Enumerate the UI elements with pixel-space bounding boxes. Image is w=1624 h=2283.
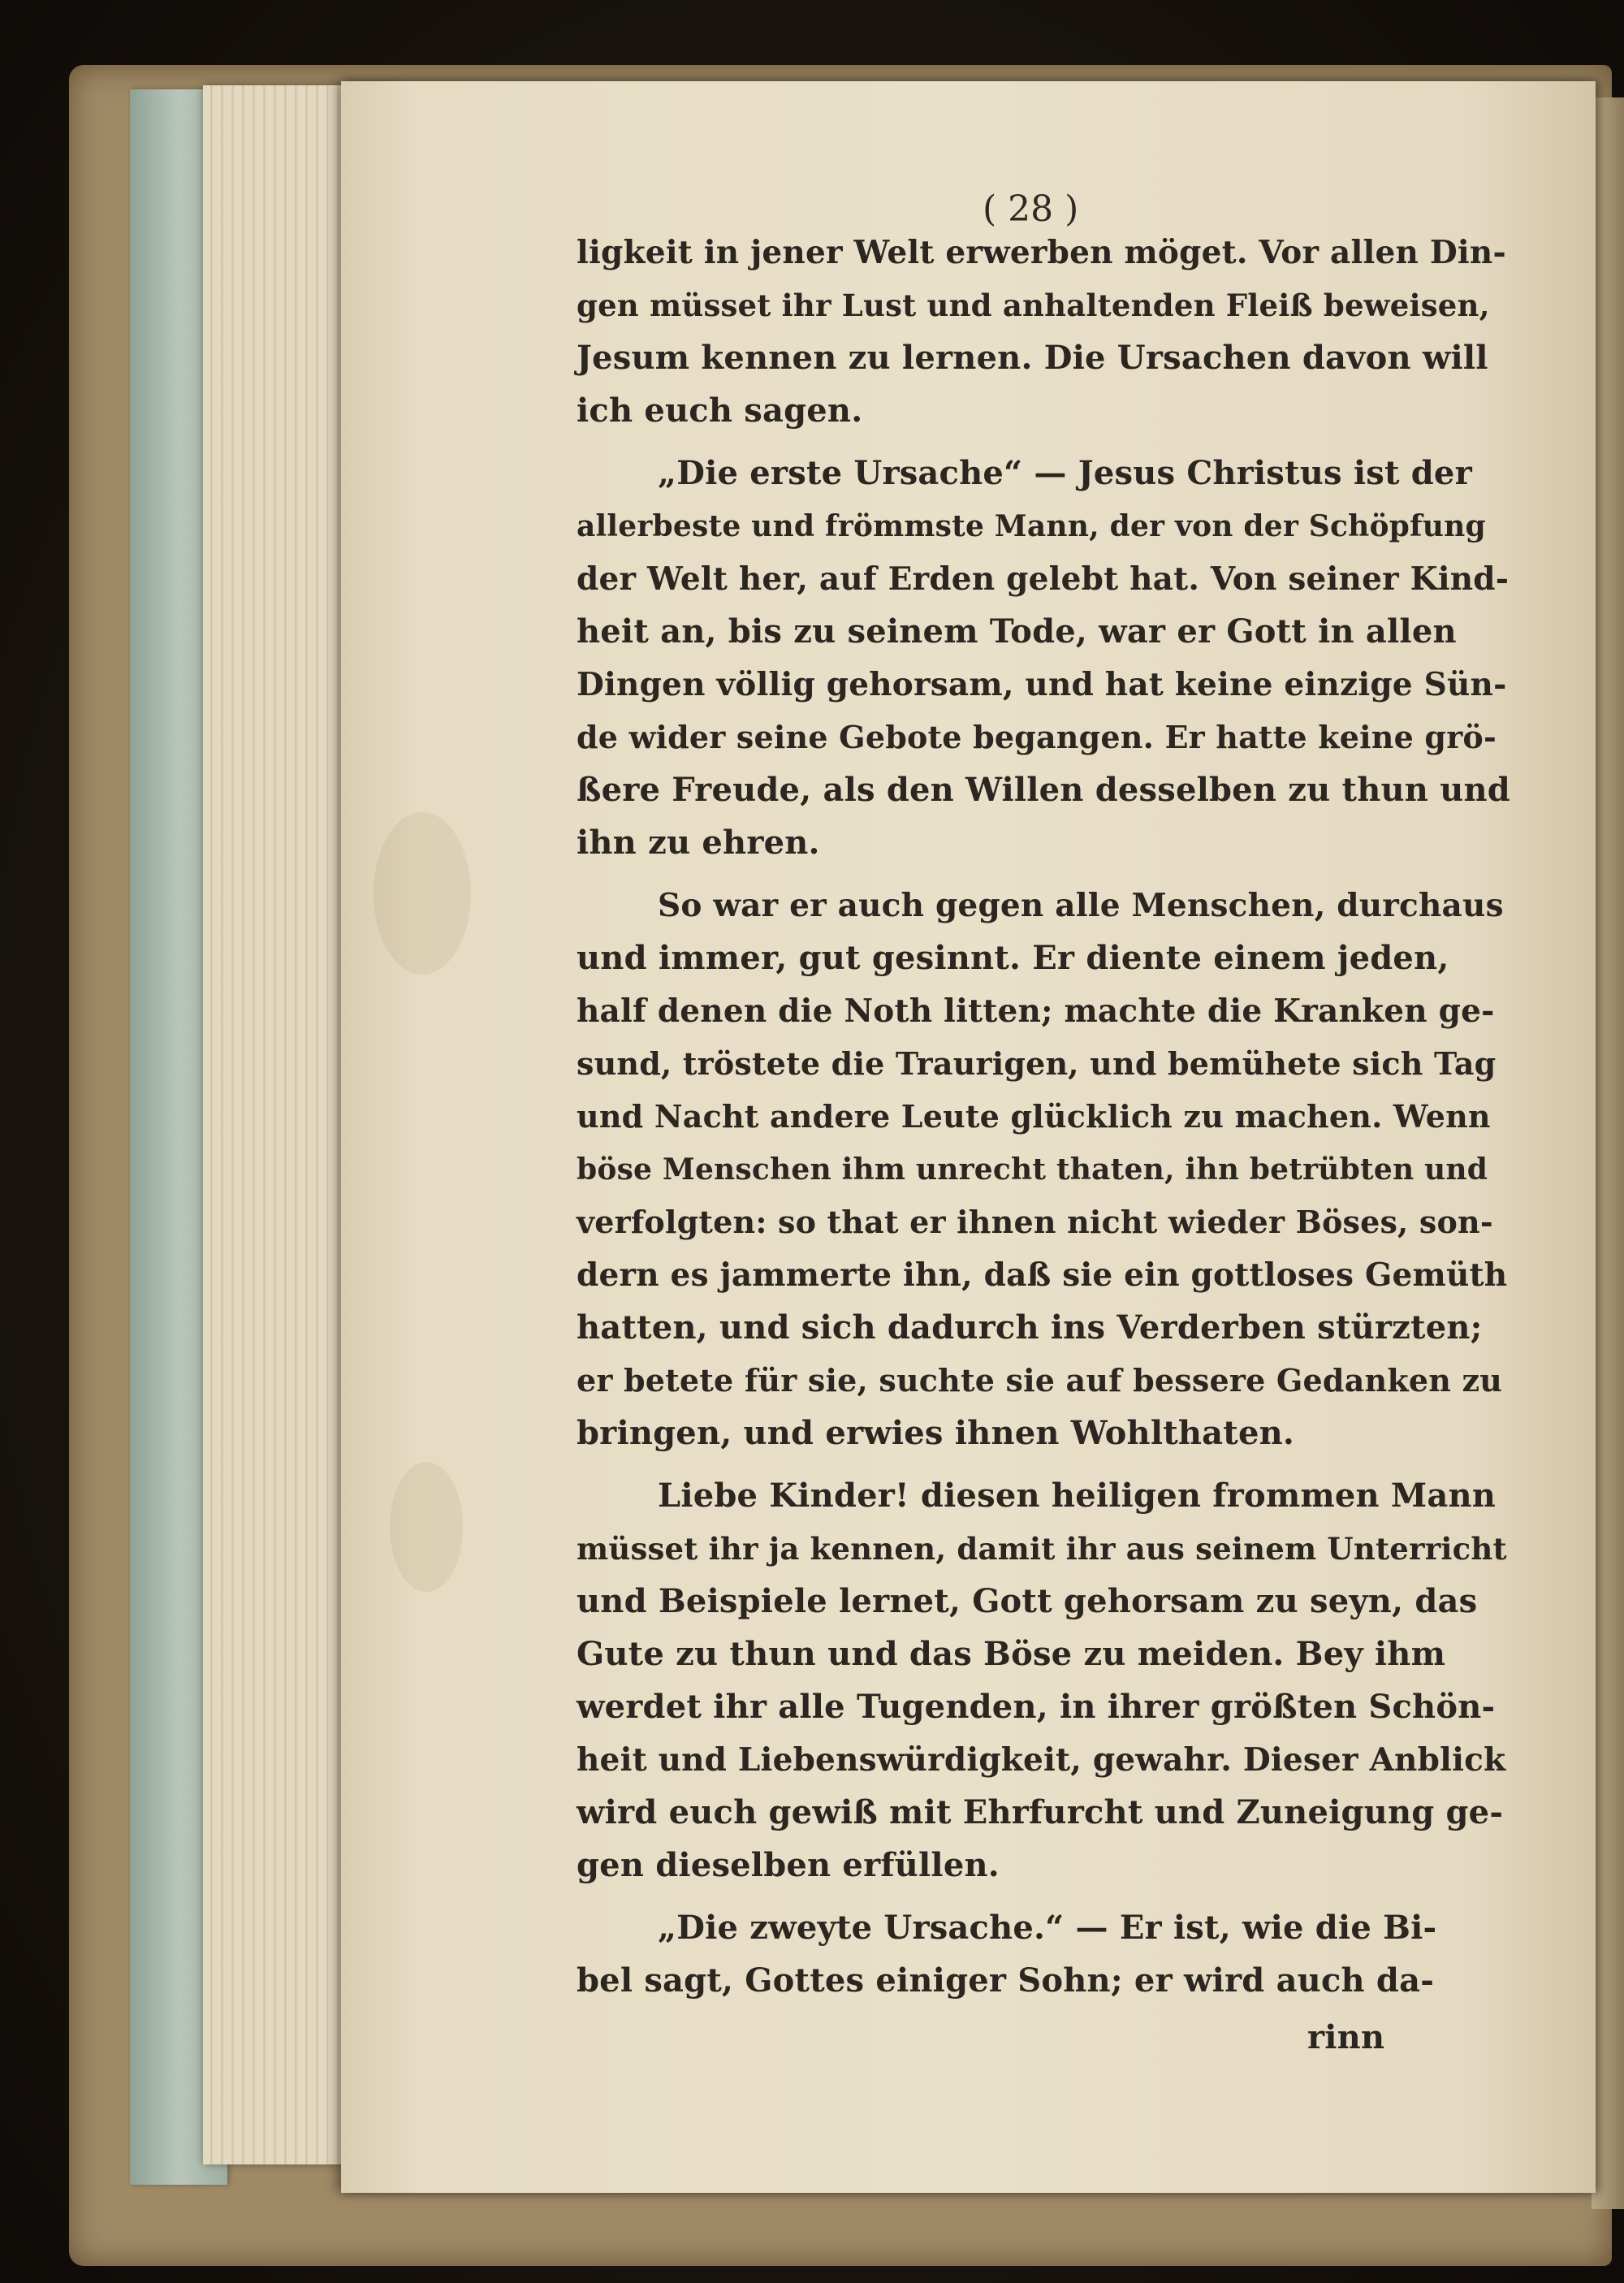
text-line: hatten, und sich dadurch ins Verderben stürzten; — [577, 1308, 1483, 1347]
text-line: heit an, bis zu seinem Tode, war er Gott in allen — [577, 612, 1457, 651]
text-line: de wider seine Gebote begangen. Er hatte keine grö- — [577, 719, 1497, 755]
catchword: rinn — [1307, 2018, 1385, 2056]
text-line: Gute zu thun und das Böse zu meiden. Bey ihm — [577, 1635, 1446, 1673]
paper-stain — [390, 1462, 463, 1592]
text-line: wird euch gewiß mit Ehrfurcht und Zuneigung ge- — [577, 1793, 1504, 1831]
text-line: ich euch sagen. — [577, 391, 863, 430]
paper-stain — [374, 812, 471, 975]
text-line: dern es jammerte ihn, daß sie ein gottloses Gemüth — [577, 1256, 1508, 1294]
text-line: müsset ihr ja kennen, damit ihr aus seinem Unterricht — [577, 1531, 1507, 1567]
text-line: half denen die Noth litten; machte die Kranken ge- — [577, 992, 1495, 1030]
text-line: Dingen völlig gehorsam, und hat keine einzige Sün- — [577, 666, 1507, 703]
text-line: und Beispiele lernet, Gott gehorsam zu seyn, das — [577, 1582, 1478, 1620]
text-line: und immer, gut gesinnt. Er diente einem jeden, — [577, 939, 1449, 977]
text-line: gen dieselben erfüllen. — [577, 1846, 1000, 1884]
text-line: ihn zu ehren. — [577, 824, 820, 862]
page-number: ( 28 ) — [983, 188, 1079, 230]
text-line: „Die erste Ursache“ — Jesus Christus ist der — [658, 454, 1472, 492]
facing-page-edge — [1592, 97, 1624, 2209]
text-line: Jesum kennen zu lernen. Die Ursachen davon will — [577, 339, 1488, 377]
text-line: heit und Liebenswürdigkeit, gewahr. Dieser Anblick — [577, 1741, 1506, 1779]
text-line: sund, tröstete die Traurigen, und bemühete sich Tag — [577, 1045, 1497, 1082]
text-line: ligkeit in jener Welt erwerben möget. Vor allen Din- — [577, 234, 1506, 271]
text-line: bel sagt, Gottes einiger Sohn; er wird auch da- — [577, 1961, 1435, 2000]
text-line: bringen, und erwies ihnen Wohlthaten. — [577, 1414, 1295, 1452]
text-line: „Die zweyte Ursache.“ — Er ist, wie die Bi- — [658, 1909, 1437, 1947]
text-line: der Welt her, auf Erden gelebt hat. Von seiner Kind- — [577, 560, 1510, 598]
text-line: So war er auch gegen alle Menschen, durchaus — [658, 887, 1504, 924]
text-line: verfolgten: so that er ihnen nicht wieder Böses, son- — [577, 1204, 1493, 1240]
text-line: böse Menschen ihm unrecht thaten, ihn betrübten und — [577, 1152, 1488, 1187]
text-line: und Nacht andere Leute glücklich zu machen. Wenn — [577, 1098, 1491, 1135]
text-line: ßere Freude, als den Willen desselben zu thun und — [577, 771, 1510, 809]
text-line: gen müsset ihr Lust und anhaltenden Fleiß beweisen, — [577, 288, 1490, 323]
text-line: allerbeste und frömmste Mann, der von der Schöpfung — [577, 509, 1486, 543]
text-line: er betete für sie, suchte sie auf bessere Gedanken zu — [577, 1362, 1503, 1399]
text-line: Liebe Kinder! diesen heiligen frommen Mann — [658, 1477, 1497, 1515]
text-line: werdet ihr alle Tugenden, in ihrer größten Schön- — [577, 1688, 1496, 1726]
